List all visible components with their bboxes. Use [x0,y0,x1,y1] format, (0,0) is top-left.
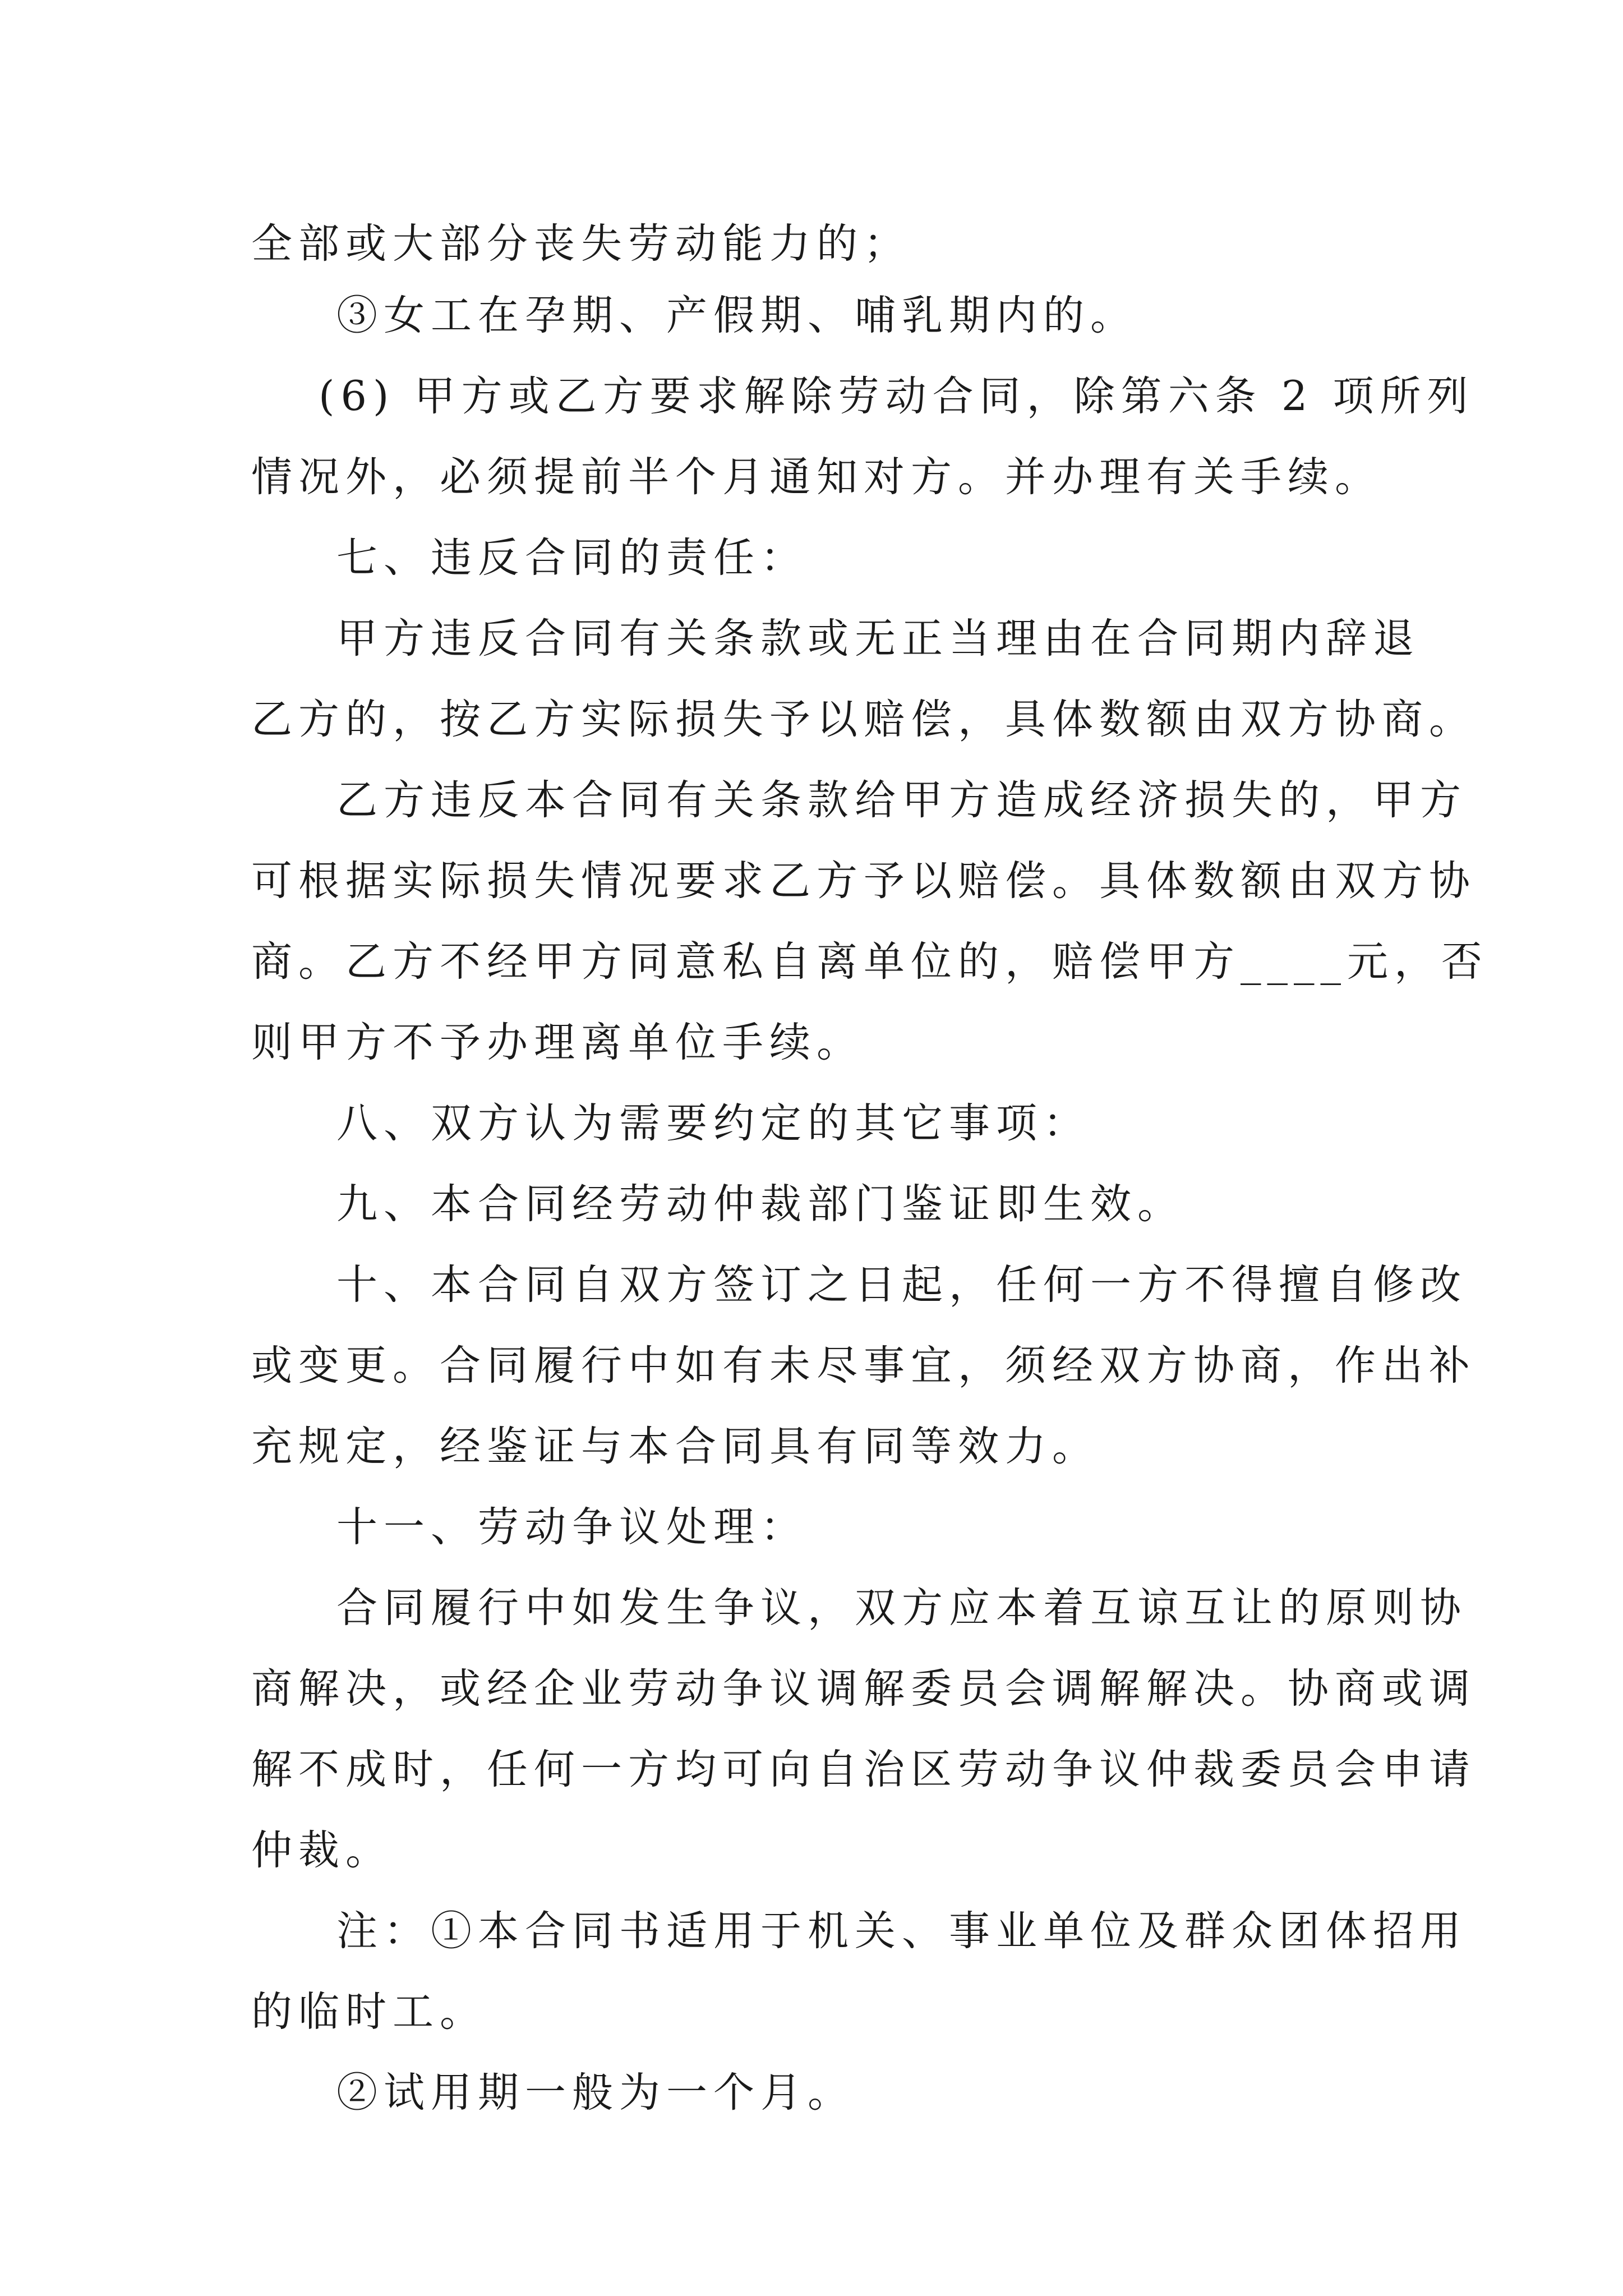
note-line: 的临时工。 [251,1988,487,2036]
text-line: 全部或大部分丧失劳动能力的； [251,220,911,268]
note-line: 注：①本合同书适用于机关、事业单位及群众团体招用 [336,1907,1467,1955]
text-line: (6) 甲方或乙方要求解除劳动合同，除第六条 2 项所列 [319,372,1474,420]
note-line: ②试用期一般为一个月。 [336,2069,855,2116]
text-line: 可根据实际损失情况要求乙方予以赔偿。具体数额由双方协 [251,857,1476,905]
text-line: 甲方违反合同有关条款或无正当理由在合同期内辞退 [336,615,1420,662]
text-line: 充规定，经鉴证与本合同具有同等效力。 [251,1423,1099,1470]
text-line: 乙方违反本合同有关条款给甲方造成经济损失的，甲方 [336,776,1467,824]
text-line: 商解决，或经企业劳动争议调解委员会调解解决。协商或调 [251,1665,1476,1713]
text-line: 商。乙方不经甲方同意私自离单位的，赔偿甲方____元，否 [251,938,1488,986]
text-line: ③女工在孕期、产假期、哺乳期内的。 [336,292,1137,339]
text-line: 乙方的，按乙方实际损失予以赔偿，具体数额由双方协商。 [251,696,1476,743]
text-line: 合同履行中如发生争议，双方应本着互谅互让的原则协 [336,1584,1467,1632]
text-line: 仲裁。 [251,1826,393,1874]
text-line: 则甲方不予办理离单位手续。 [251,1019,864,1066]
text-line: 情况外，必须提前半个月通知对方。并办理有关手续。 [251,453,1382,501]
section-heading: 十、本合同自双方签订之日起，任何一方不得擅自修改 [336,1261,1467,1309]
text-line: 解不成时，任何一方均可向自治区劳动争议仲裁委员会申请 [251,1746,1476,1793]
section-heading: 七、违反合同的责任： [336,534,808,582]
section-heading: 十一、劳动争议处理： [336,1503,808,1551]
section-heading: 九、本合同经劳动仲裁部门鉴证即生效。 [336,1180,1184,1228]
text-line: 或变更。合同履行中如有未尽事宜，须经双方协商，作出补 [251,1342,1476,1389]
section-heading: 八、双方认为需要约定的其它事项： [336,1099,1090,1147]
